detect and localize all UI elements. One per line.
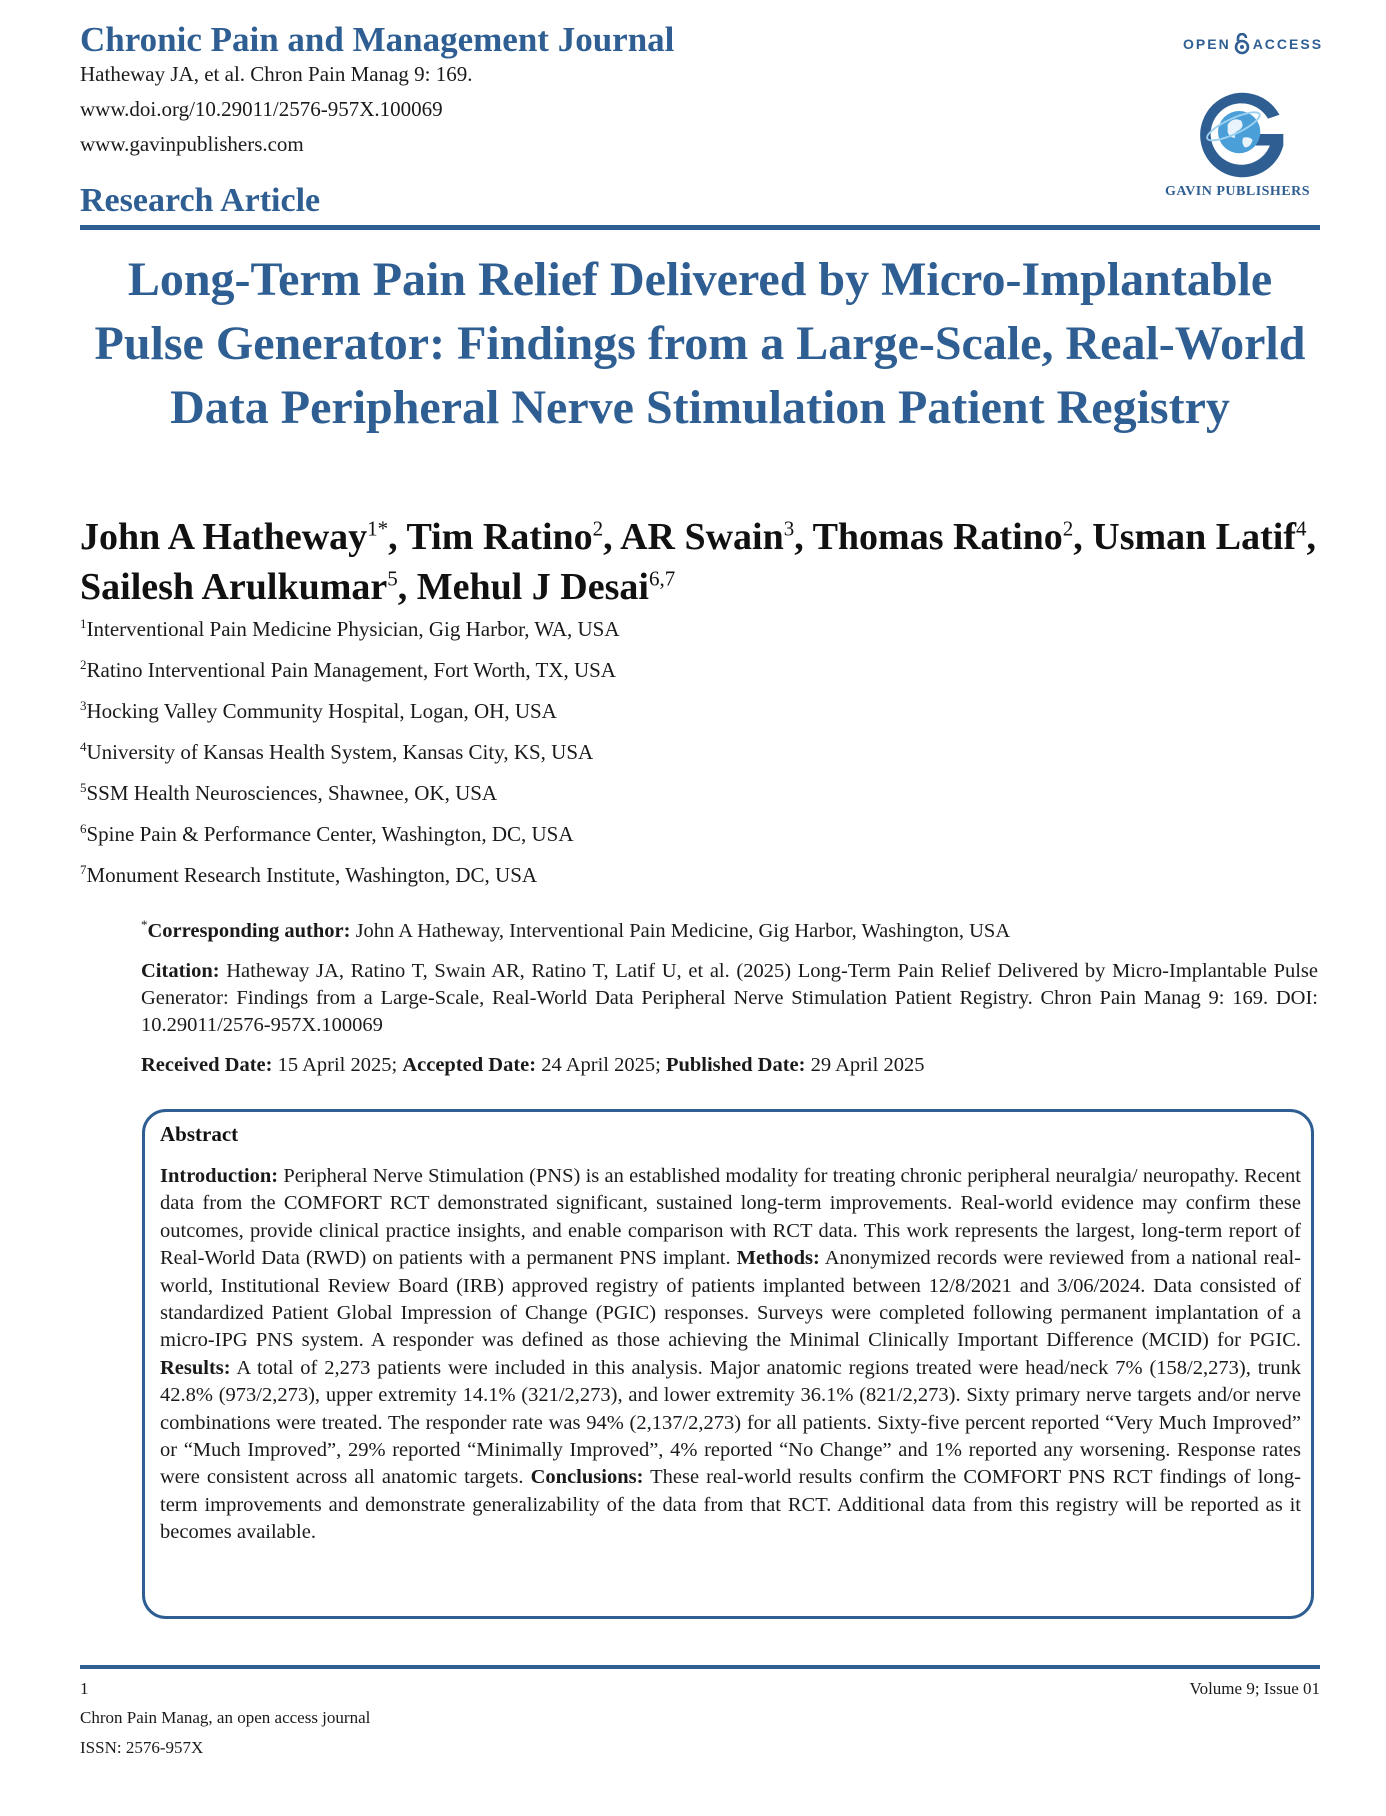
affiliation-text: Interventional Pain Medicine Physician, Gig Harbor, WA, USA xyxy=(86,617,620,641)
author-separator: , xyxy=(397,566,417,608)
abstract-body xyxy=(160,1163,1301,1547)
doi-link[interactable]: www.doi.org/10.29011/2576-957X.100069 xyxy=(80,97,443,121)
affiliation-text: Hocking Valley Community Hospital, Logan, OH, USA xyxy=(86,699,557,723)
dates-line xyxy=(141,1052,1318,1079)
author-separator: , xyxy=(388,516,407,558)
journal-title: Chronic Pain and Management Journal xyxy=(80,20,675,59)
published-label: Published Date: xyxy=(665,1054,806,1076)
author-affiliation-mark: 6,7 xyxy=(648,566,676,591)
author-affiliation-mark: 4 xyxy=(1296,516,1307,541)
author-affiliation-mark: 1* xyxy=(367,516,389,541)
affiliation-text: SSM Health Neurosciences, Shawnee, OK, USA xyxy=(86,781,498,805)
open-access-badge xyxy=(1183,33,1323,55)
author-name: AR Swain xyxy=(620,516,784,558)
section-label: Research Article xyxy=(80,182,321,219)
conclusions-text: These real-world results confirm the COMFORT PNS RCT findings of long-term improvements and demonstrate generalizability of the data from that RCT. Additional data from this registry will be reported as it becomes available. xyxy=(160,1466,1301,1544)
corresponding-author xyxy=(141,918,1318,945)
affiliation-text: Monument Research Institute, Washington, DC, USA xyxy=(86,863,538,887)
citation-line: Hatheway JA, et al. Chron Pain Manag 9: 169. xyxy=(80,62,473,86)
author-name: Mehul J Desai xyxy=(416,566,649,608)
citation-text: Hatheway JA, Ratino T, Swain AR, Ratino T, Latif U, et al. (2025) Long-Term Pain Relief Delivered by Micro-Implantable Pulse Generator: Findings from a Large-Scale, Real-World Data Peripheral Nerve Stimulation Patient Registry. Chron Pain Manag 9: 169. DOI: 10.29011/2576-957X.100069 xyxy=(141,960,1318,1036)
affiliation-item xyxy=(80,822,574,847)
author-name: Sailesh Arulkumar xyxy=(80,566,388,608)
globe-g-logo-icon xyxy=(1195,86,1291,182)
author-separator: , xyxy=(794,516,813,558)
author-affiliation-mark: 3 xyxy=(783,516,795,541)
conclusions-label: Conclusions: xyxy=(530,1466,644,1489)
footer-divider xyxy=(80,1665,1320,1669)
open-lock-icon xyxy=(1234,33,1250,55)
header-divider xyxy=(80,225,1320,230)
article-title: Long-Term Pain Relief Delivered by Micro-Implantable Pulse Generator: Findings from a Large-Scale, Real-World Data Peripheral Nerve Stimulation Patient Registry xyxy=(94,253,1306,434)
affiliation-number: 3 xyxy=(80,698,87,713)
footer-journal: Chron Pain Manag, an open access journal xyxy=(80,1708,371,1727)
corresponding-mark: * xyxy=(141,917,148,933)
methods-label: Methods: xyxy=(736,1247,820,1270)
affiliation-item xyxy=(80,617,620,642)
author-name: Thomas Ratino xyxy=(812,516,1063,558)
affiliation-number: 1 xyxy=(80,616,87,631)
publisher-name: GAVIN PUBLISHERS xyxy=(1165,184,1311,199)
author-affiliation-mark: 5 xyxy=(387,566,398,591)
affiliation-item xyxy=(80,699,557,724)
page-number: 1 xyxy=(80,1679,89,1698)
received-label: Received Date: xyxy=(141,1054,273,1076)
methods-text: Anonymized records were reviewed from a national real-world, Institutional Review Board (IRB) approved registry of patients implanted between 12/8/2021 and 3/06/2024. Data consisted of standardized Patient Global Impression of Change (PGIC) responses. Surveys were completed following permanent implantation of a micro-IPG PNS system. A responder was defined as those achieving the Minimal Clinically Important Difference (MCID) for PGIC. xyxy=(160,1247,1302,1352)
accepted-date: 24 April 2025; xyxy=(536,1054,666,1076)
results-text: A total of 2,273 patients were included in this analysis. Major anatomic regions treated were head/neck 7% (158/2,273), trunk 42.8% (973/2,273), upper extremity 14.1% (321/2,273), and lower extremity 36.1% (821/2,273). Sixty primary nerve targets and/or nerve combinations were treated. The responder rate was 94% (2,137/2,273) for all patients. Sixty-five percent reported “Very Much Improved” or “Much Improved”, 29% reported “Minimally Improved”, 4% reported “No Change” and 1% reported any worsening. Response rates were consistent across all anatomic targets. xyxy=(160,1356,1301,1489)
open-access-left: OPEN xyxy=(1183,36,1231,52)
footer-volume: Volume 9; Issue 01 xyxy=(1189,1679,1320,1698)
affiliation-text: Spine Pain & Performance Center, Washington, DC, USA xyxy=(86,822,574,846)
affiliation-number: 7 xyxy=(80,862,87,877)
affiliation-number: 6 xyxy=(80,821,87,836)
received-date: 15 April 2025; xyxy=(272,1054,403,1076)
author-list xyxy=(80,512,1325,612)
author-affiliation-mark: 2 xyxy=(592,516,604,541)
affiliation-number: 2 xyxy=(80,657,87,672)
results-label: Results: xyxy=(160,1356,231,1379)
author-separator: , xyxy=(1306,516,1317,558)
affiliation-text: Ratino Interventional Pain Management, Fort Worth, TX, USA xyxy=(86,658,616,682)
accepted-label: Accepted Date: xyxy=(402,1054,537,1076)
affiliation-item xyxy=(80,658,616,683)
affiliation-text: University of Kansas Health System, Kansas City, KS, USA xyxy=(86,740,594,764)
citation-label: Citation: xyxy=(141,960,220,982)
open-access-right: ACCESS xyxy=(1252,36,1324,52)
author-affiliation-mark: 2 xyxy=(1062,516,1074,541)
corresponding-text: John A Hatheway, Interventional Pain Medicine, Gig Harbor, Washington, USA xyxy=(350,920,1011,942)
affiliation-item xyxy=(80,863,537,888)
author-name: John A Hatheway xyxy=(80,516,368,558)
affiliation-item xyxy=(80,740,593,765)
author-separator: , xyxy=(1073,516,1093,558)
intro-label: Introduction: xyxy=(160,1165,279,1187)
author-separator: , xyxy=(603,516,621,558)
intro-text: Peripheral Nerve Stimulation (PNS) is an established modality for treating chronic peripheral neuralgia/ neuropathy. Recent data from the COMFORT RCT demonstrated significant, sustained long-term improvements. Real-world evidence may confirm these outcomes, provide clinical practice insights, and enable comparison with RCT data. This work represents the largest, long-term report of Real-World Data (RWD) on patients with a permanent PNS implant. xyxy=(160,1165,1301,1270)
affiliation-number: 5 xyxy=(80,780,87,795)
website-link[interactable]: www.gavinpublishers.com xyxy=(80,132,304,156)
author-name: Usman Latif xyxy=(1092,516,1297,558)
footer-issn: ISSN: 2576-957X xyxy=(80,1738,204,1757)
published-date: 29 April 2025 xyxy=(805,1054,925,1076)
author-name: Tim Ratino xyxy=(406,516,593,558)
corresponding-label: Corresponding author: xyxy=(147,920,351,942)
citation-block xyxy=(141,958,1318,1039)
affiliation-number: 4 xyxy=(80,739,87,754)
affiliation-item xyxy=(80,781,497,806)
abstract-heading: Abstract xyxy=(160,1122,239,1146)
